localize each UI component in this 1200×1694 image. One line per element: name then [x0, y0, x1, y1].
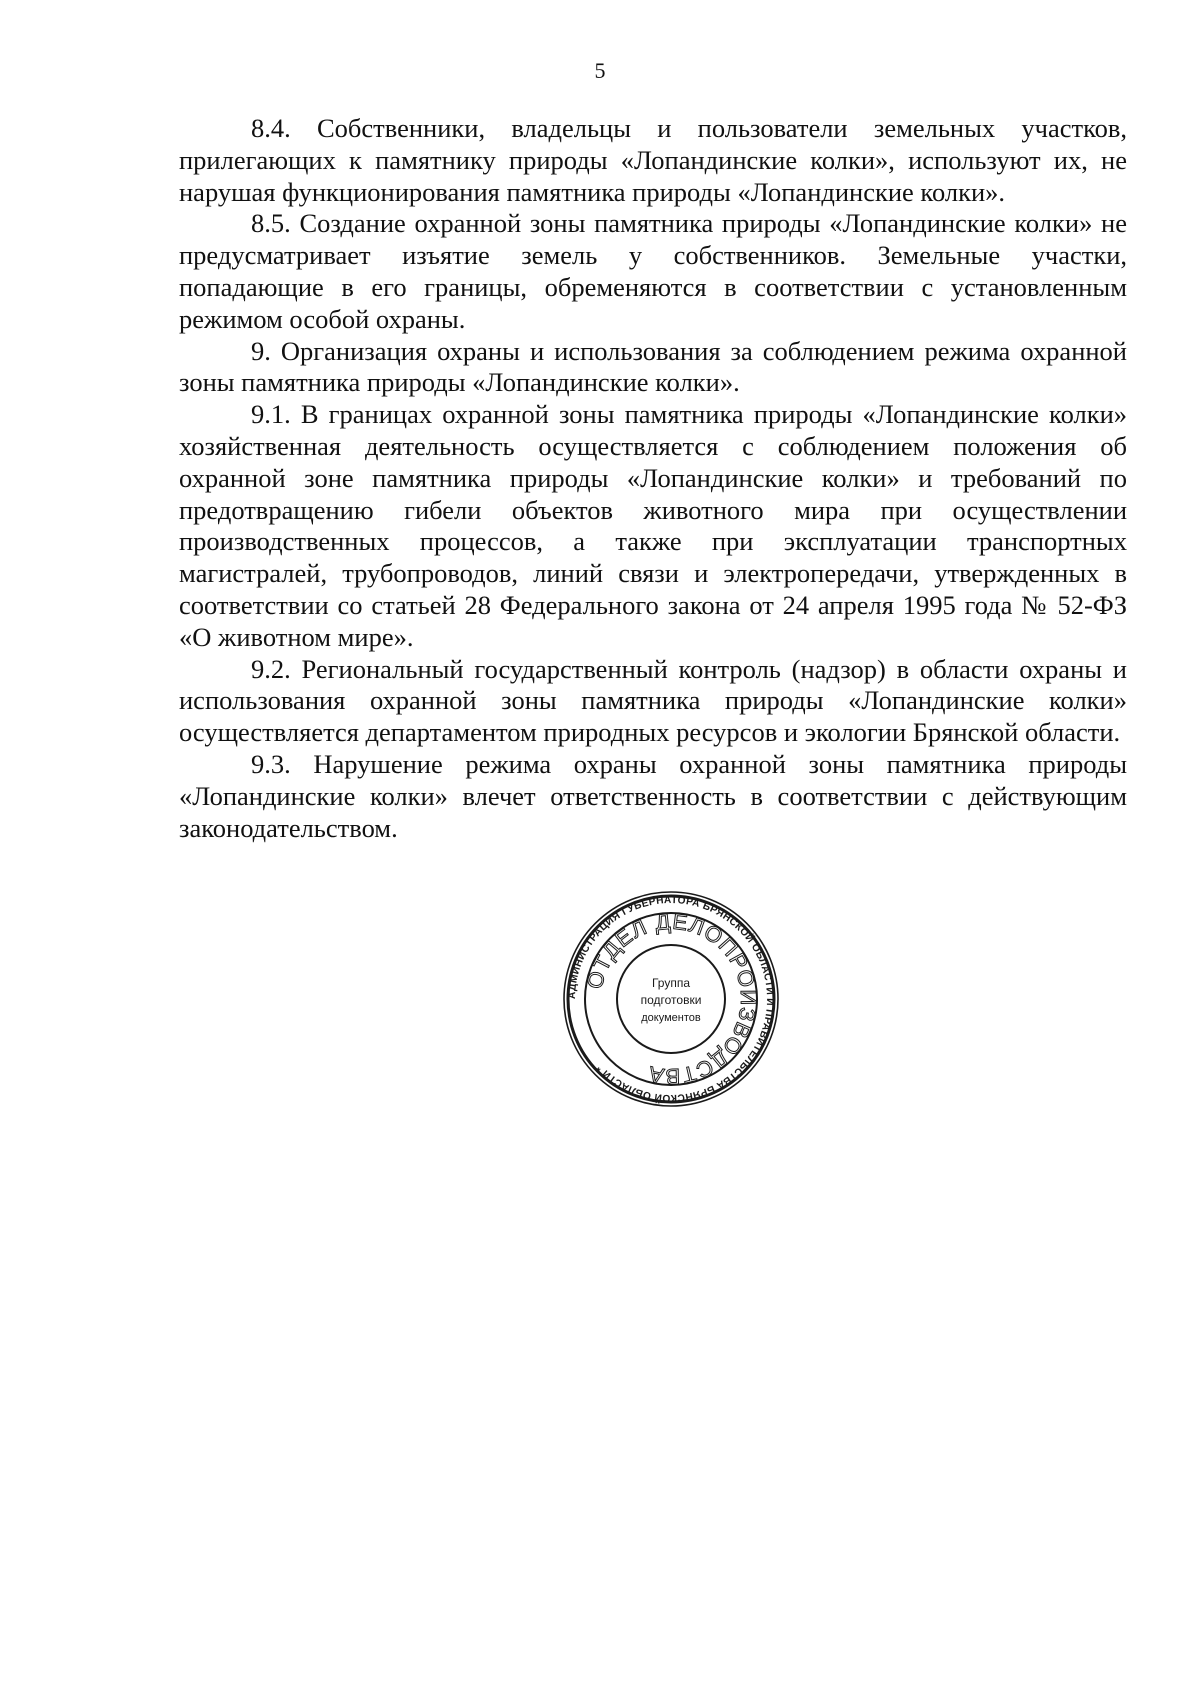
paragraph-8-4: 8.4. Собственники, владельцы и пользователи земельных участков, прилегающих к памятнику природы «Лопандинские колки», используют их, не нарушая функционирования памятника природы «Лопандинские колки». [179, 113, 1127, 207]
official-seal [561, 889, 781, 1109]
paragraph-9-1: 9.1. В границах охранной зоны памятника природы «Лопандинские колки» хозяйственная деятельность осуществляется с соблюдением положения об охранной зоне памятника природы «Лопандинские колки» и требований по предотвращению гибели объектов животного мира при осуществлении производственных процессов, а также при эксплуатации транспортных магистралей, трубопроводов, линий связи и электропередачи, утвержденных в соответствии со статьей 28 Федерального закона от 24 апреля 1995 года № 52-ФЗ «О животном мире». [179, 399, 1127, 652]
seal-outer-text: АДМИНИСТРАЦИЯ ГУБЕРНАТОРА БРЯНСКОЙ ОБЛАСТИ И ПРАВИТЕЛЬСТВА БРЯНСКОЙ ОБЛАСТИ * [566, 894, 776, 1104]
paragraph-9-3: 9.3. Нарушение режима охраны охранной зоны памятника природы «Лопандинские колки» влечет ответственность в соответствии с действующим законодательством. [179, 748, 1127, 843]
document-body [179, 113, 1127, 844]
paragraph-9: 9. Организация охраны и использования за соблюдением режима охранной зоны памятника природы «Лопандинские колки». [179, 335, 1127, 398]
page-number: 5 [594, 58, 606, 83]
paragraph-9-2: 9.2. Региональный государственный контроль (надзор) в области охраны и использования охранной зоны памятника природы «Лопандинские колки» осуществляется департаментом природных ресурсов и экологии Брянской области. [179, 653, 1127, 748]
seal-center-line-3: документов [641, 1012, 701, 1024]
paragraph-8-5: 8.5. Создание охранной зоны памятника природы «Лопандинские колки» не предусматривает изъятие земель у собственников. Земельные участки, попадающие в его границы, обременяются в соответствии с установленным режимом особой охраны. [179, 208, 1127, 334]
seal-center-line-2: подготовки [640, 993, 702, 1007]
seal-icon [561, 889, 781, 1109]
seal-center-line-1: Группа [651, 976, 691, 990]
seal-middle-text: ОТДЕЛ ДЕЛОПРОИЗВОДСТВА [581, 908, 762, 1090]
